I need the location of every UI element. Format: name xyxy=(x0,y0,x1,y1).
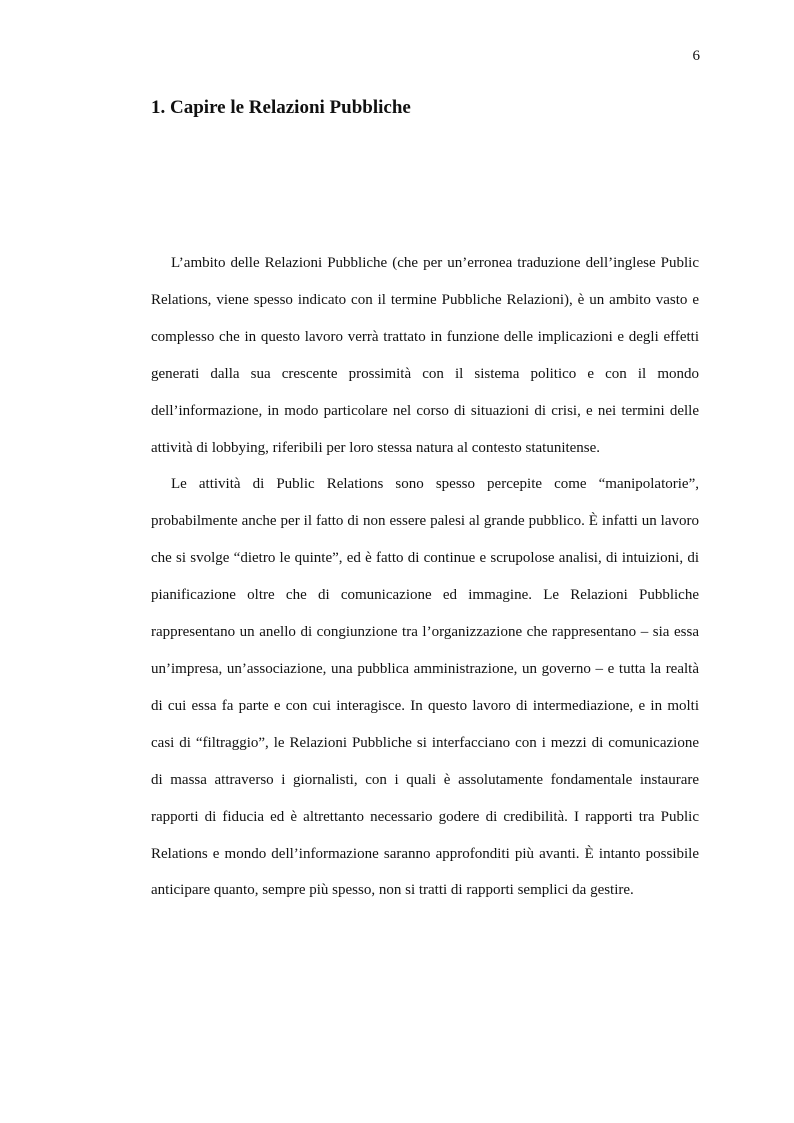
page-number: 6 xyxy=(692,48,700,64)
paragraph-1: L’ambito delle Relazioni Pubbliche (che per un’erronea traduzione dell’inglese Public Relations, viene spesso indicato con il termine Pubbliche Relazioni), è un ambito vasto e complesso che in questo lavoro verrà trattato in funzione delle implicazioni e degli effetti generati dalla sua crescente prossimità con il sistema politico e con il mondo dell’informazione, in modo particolare nel corso di situazioni di crisi, e nei termini delle attività di lobbying, riferibili per loro stessa natura al contesto statunitense. xyxy=(151,255,699,456)
paragraph-2: Le attività di Public Relations sono spesso percepite come “manipolatorie”, probabilmente anche per il fatto di non essere palesi al grande pubblico. È infatti un lavoro che si svolge “dietro le quinte”, ed è fatto di continue e scrupolose analisi, di intuizioni, di pianificazione oltre che di comunicazione ed immagine. Le Relazioni Pubbliche rappresentano un anello di congiunzione tra l’organizzazione che rappresentano – sia essa un’impresa, un’associazione, una pubblica amministrazione, un governo – e tutta la realtà di cui essa fa parte e con cui interagisce. In questo lavoro di intermediazione, e in molti casi di “filtraggio”, le Relazioni Pubbliche si interfacciano con i mezzi di comunicazione di massa attraverso i giornalisti, con i quali è assolutamente fondamentale instaurare rapporti di fiducia ed è altrettanto necessario godere di credibilità. I rapporti tra Public Relations e mondo dell’informazione saranno approfonditi più avanti. È intanto possibile anticipare quanto, sempre più spesso, non si tratti di rapporti semplici da gestire. xyxy=(151,476,699,899)
body-text xyxy=(151,245,699,909)
chapter-title: 1. Capire le Relazioni Pubbliche xyxy=(151,97,411,118)
